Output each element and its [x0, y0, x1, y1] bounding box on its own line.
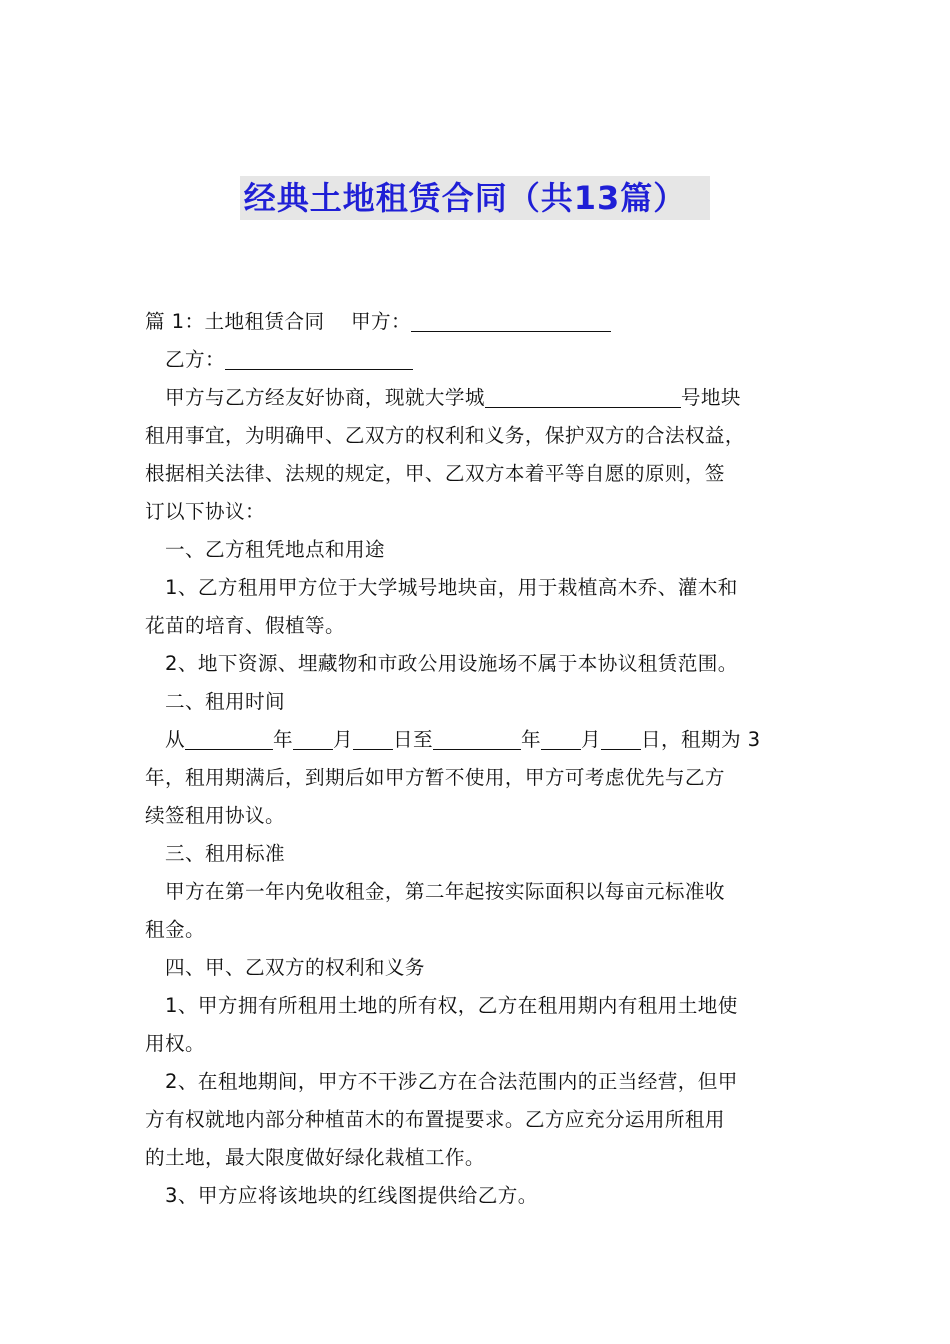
end-month-blank	[541, 724, 581, 750]
section-4-item-1-line-1: 1、甲方拥有所租用土地的所有权，乙方在租用期内有租用土地使	[165, 994, 738, 1017]
section-4-item-2-line-3: 的土地，最大限度做好绿化栽植工作。	[145, 1146, 485, 1169]
intro-line-4: 订以下协议：	[145, 500, 265, 523]
section-1-heading: 一、乙方租凭地点和用途	[165, 538, 385, 561]
section-4-item-3: 3、甲方应将该地块的红线图提供给乙方。	[165, 1184, 538, 1207]
section-4-item-2-line-1: 2、在租地期间，甲方不干涉乙方在合法范围内的正当经营，但甲	[165, 1070, 738, 1093]
from-label: 从	[165, 728, 185, 751]
party-a-blank	[411, 306, 611, 332]
end-month-label: 月	[581, 728, 601, 751]
intro-text-before: 甲方与乙方经友好协商，现就大学城	[165, 386, 485, 409]
header-line	[145, 303, 815, 341]
party-b-blank	[225, 344, 413, 370]
section-1-item-2: 2、地下资源、埋藏物和市政公用设施场不属于本协议租赁范围。	[165, 652, 738, 675]
end-day-blank	[601, 724, 641, 750]
section-1-item-1-line-2: 花苗的培育、假植等。	[145, 614, 345, 637]
start-month-blank	[293, 724, 333, 750]
party-b-line	[145, 341, 815, 379]
start-day-blank	[353, 724, 393, 750]
section-4-item-1-line-2: 用权。	[145, 1032, 205, 1055]
start-month-label: 月	[333, 728, 353, 751]
end-year-label: 年	[521, 728, 541, 751]
section-2-line-3: 续签租用协议。	[145, 804, 285, 827]
day-to-label: 日至	[393, 728, 433, 751]
end-year-blank	[433, 724, 521, 750]
section-3-heading: 三、租用标准	[165, 842, 285, 865]
section-3-line-1: 甲方在第一年内免收租金，第二年起按实际面积以每亩元标准收	[165, 880, 725, 903]
intro-line-3: 根据相关法律、法规的规定，甲、乙双方本着平等自愿的原则，签	[145, 462, 725, 485]
section-4-item-2-line-2: 方有权就地内部分种植苗木的布置提要求。乙方应充分运用所租用	[145, 1108, 725, 1131]
document-body	[145, 303, 815, 1215]
intro-line-2: 租用事宜，为明确甲、乙双方的权利和义务，保护双方的合法权益，	[145, 424, 745, 447]
section-2-heading: 二、租用时间	[165, 690, 285, 713]
plot-number-blank	[485, 382, 681, 408]
start-year-blank	[185, 724, 273, 750]
party-b-label: 乙方：	[165, 348, 225, 371]
section-2-dates-line	[145, 721, 815, 759]
section-3-line-2: 租金。	[145, 918, 205, 941]
part-label: 篇 1：土地租赁合同	[145, 310, 325, 333]
section-4-heading: 四、甲、乙双方的权利和义务	[165, 956, 425, 979]
section-2-line-2: 年，租用期满后，到期后如甲方暂不使用，甲方可考虑优先与乙方	[145, 766, 725, 789]
title-container	[0, 176, 950, 220]
party-a-label: 甲方：	[350, 310, 411, 333]
start-year-label: 年	[273, 728, 293, 751]
document-title: 经典土地租赁合同（共13篇）	[240, 176, 711, 220]
day-term-label: 日，租期为 3	[641, 728, 761, 751]
intro-line-1	[145, 379, 815, 417]
section-1-item-1-line-1: 1、乙方租用甲方位于大学城号地块亩，用于栽植高木乔、灌木和	[165, 576, 738, 599]
intro-text-after: 号地块	[680, 386, 741, 409]
